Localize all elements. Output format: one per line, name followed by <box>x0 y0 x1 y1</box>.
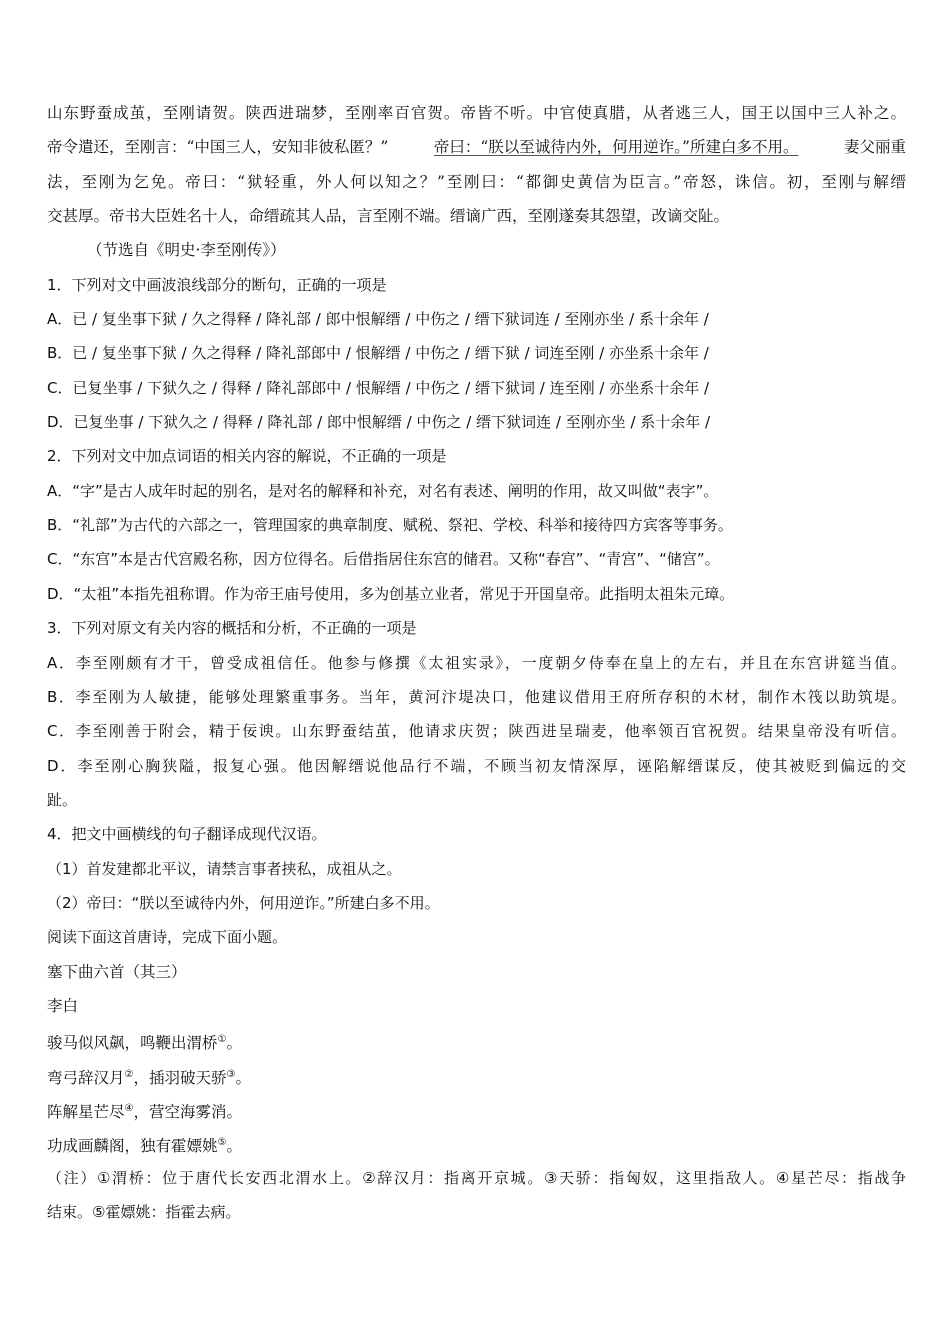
poem-notes: （注）①渭桥：位于唐代长安西北渭水上。②辞汉月：指离开京城。③天骄：指匈奴，这里指敌人。④星芒尽：指战争 <box>47 1168 906 1187</box>
passage-line: 法，至刚为乞免。帝曰：“狱轻重，外人何以知之？”至刚曰：“都御史黄信为臣言。”帝怒，诛信。初，至刚与解缙 <box>47 172 906 191</box>
poem-line <box>47 1092 906 1126</box>
poem-text: 。 <box>226 1034 242 1053</box>
option: D．已复坐事 / 下狱久之 / 得释 / 降礼部 / 郎中恨解缙 / 中伤之 / 缙下狱词连 / 至刚亦坐 / 系十余年 / <box>47 413 711 432</box>
passage-source: （节选自《明史·李至刚传》） <box>87 241 286 260</box>
option: B．已 / 复坐事下狱 / 久之得释 / 降礼部郎中 / 恨解缙 / 中伤之 / 缙下狱 / 词连至刚 / 亦坐系十余年 / <box>47 344 709 363</box>
question-stem: 3．下列对原文有关内容的概括和分析，不正确的一项是 <box>47 619 417 638</box>
question-stem: 1．下列对文中画波浪线部分的断句，正确的一项是 <box>47 275 387 294</box>
poem-text: 。 <box>235 1068 251 1087</box>
poem-line <box>47 1058 906 1092</box>
poem-text: 阵解星芒尽 <box>47 1102 125 1121</box>
option: A．“字”是古人成年时起的别名，是对名的解释和补充，对名有表述、阐明的作用，故又叫做“表字”。 <box>47 481 719 500</box>
footnote-marker: ④ <box>124 1102 134 1114</box>
option: B．“礼部”为古代的六部之一，管理国家的典章制度、赋税、祭祀、学校、科举和接待四方宾客等事务。 <box>47 516 733 535</box>
passage-text: 妻父丽重 <box>843 138 906 157</box>
passage-line <box>47 130 906 164</box>
option: C．李至刚善于附会，精于佞谀。山东野蚕结茧，他请求庆贺；陕西进呈瑞麦，他率领百官祝贺。结果皇帝没有听信。 <box>47 722 906 741</box>
poem-line <box>47 1023 906 1057</box>
option: A．李至刚颇有才干，曾受成祖信任。他参与修撰《太祖实录》，一度朝夕侍奉在皇上的左右，并且在东宫讲筵当值。 <box>47 653 906 672</box>
poem-title: 塞下曲六首（其三） <box>47 962 187 981</box>
poem-line <box>47 1126 906 1160</box>
underlined-sentence: 帝曰：“朕以至诚待内外，何用逆诈。”所建白多不用。 <box>433 138 799 157</box>
sub-question: （1）首发建都北平议，请禁言事者挟私，成祖从之。 <box>47 859 402 878</box>
option: C．“东宫”本是古代宫殿名称，因方位得名。后借指居住东宫的储君。又称“春宫”、“青宫”、“储宫”。 <box>47 550 720 569</box>
sub-question: （2）帝曰：“朕以至诚待内外，何用逆诈。”所建白多不用。 <box>47 893 440 912</box>
option: D．“太祖”本指先祖称谓。作为帝王庙号使用，多为创基立业者，常见于开国皇帝。此指明太祖朱元璋。 <box>47 584 735 603</box>
question-stem: 4．把文中画横线的句子翻译成现代汉语。 <box>47 825 327 844</box>
poem-text: ，插羽破天骄 <box>133 1068 227 1087</box>
poem-text: 。 <box>226 1137 242 1156</box>
passage-text: 帝令遣还，至刚言：“中国三人，安知非彼私匿？” <box>47 138 389 157</box>
footnote-marker: ③ <box>226 1068 236 1080</box>
poem-text: 弯弓辞汉月 <box>47 1068 125 1087</box>
poem-text: 功成画麟阁，独有霍嫖姚 <box>47 1137 218 1156</box>
footnote-marker: ⑤ <box>217 1137 227 1149</box>
passage-line: 山东野蚕成茧，至刚请贺。陕西进瑞梦，至刚率百官贺。帝皆不听。中官使真腊，从者逃三人，国王以国中三人补之。 <box>47 104 906 122</box>
poem-author: 李白 <box>47 996 79 1015</box>
question-stem: 2．下列对文中加点词语的相关内容的解说，不正确的一项是 <box>47 447 447 466</box>
option-continued: 趾。 <box>47 790 78 809</box>
option: D．李至刚心胸狭隘，报复心强。他因解缙说他品行不端，不顾当初友情深厚，诬陷解缙谋反，使其被贬到偏远的交 <box>47 756 906 775</box>
footnote-marker: ② <box>124 1068 134 1080</box>
document-page <box>47 96 906 1229</box>
poem-text: ，营空海雾消。 <box>133 1102 242 1121</box>
option: A．已 / 复坐事下狱 / 久之得释 / 降礼部 / 郎中恨解缙 / 中伤之 / 缙下狱词连 / 至刚亦坐 / 系十余年 / <box>47 310 709 329</box>
poem-text: 骏马似风飙，鸣鞭出渭桥 <box>47 1034 218 1053</box>
footnote-marker: ① <box>217 1034 227 1046</box>
poem-notes: 结束。⑤霍嫖姚：指霍去病。 <box>47 1203 241 1221</box>
poem-intro: 阅读下面这首唐诗，完成下面小题。 <box>47 928 288 947</box>
passage-line: 交甚厚。帝书大臣姓名十人，命缙疏其人品，言至刚不端。缙谪广西，至刚遂奏其怨望，改谪交阯。 <box>47 207 730 226</box>
option: C．已复坐事 / 下狱久之 / 得释 / 降礼部郎中 / 恨解缙 / 中伤之 / 缙下狱词 / 连至刚 / 亦坐系十余年 / <box>47 378 710 397</box>
option: B．李至刚为人敏捷，能够处理繁重事务。当年，黄河汴堤决口，他建议借用王府所存积的木材，制作木筏以助筑堤。 <box>47 687 906 706</box>
